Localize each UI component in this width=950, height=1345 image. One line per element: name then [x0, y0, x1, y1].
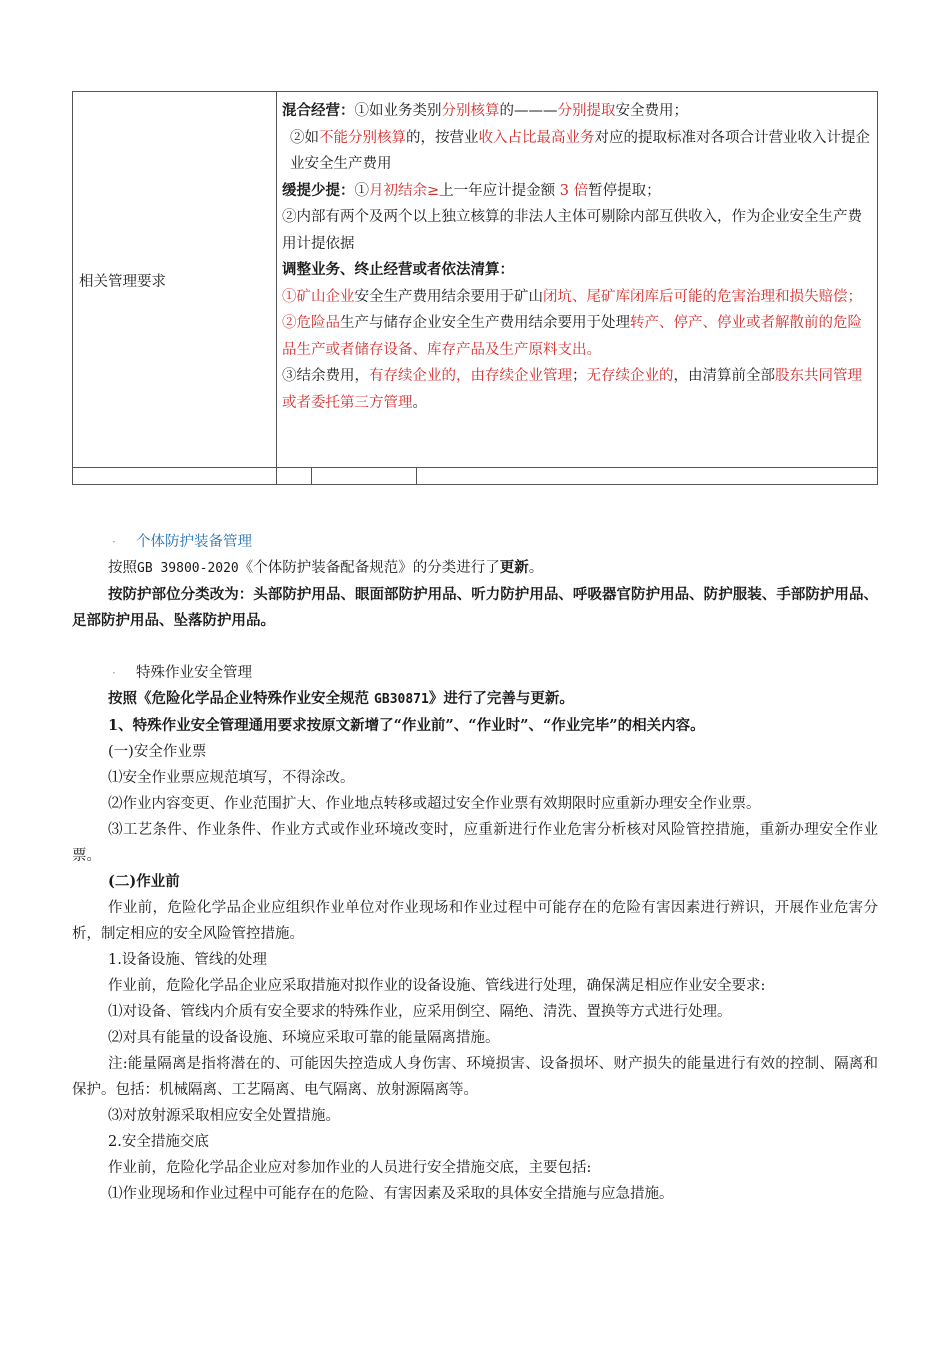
s2-title: (二)作业前: [108, 873, 180, 890]
text: 按照: [108, 560, 137, 576]
text: 《个体防护装备配备规范》的分类进行了: [238, 560, 500, 576]
special-section: [72, 660, 878, 1207]
text: ①如业务类别: [354, 103, 442, 119]
s2-2-title: 2.安全措施交底: [108, 1134, 209, 1150]
table-divider: [416, 467, 417, 484]
text: ②如: [290, 129, 319, 146]
text: 安全费用；: [615, 103, 688, 119]
text: ；: [572, 368, 587, 384]
highlight: 股东共同管理或者委托第三方管理: [282, 368, 862, 411]
text: 暂停提取；: [588, 182, 661, 199]
bullet-icon: ·: [112, 666, 116, 680]
requirements-table: [72, 91, 878, 485]
mixed-line-1: [282, 98, 874, 125]
text: ，由清算前全部: [673, 368, 775, 384]
highlight: 有存续企业的，由存续企业管理: [369, 368, 572, 384]
highlight: 收入占比最高业务: [478, 129, 595, 146]
text: 安全生产费用结余要用于矿山: [354, 288, 543, 305]
slow-title: 缓提少提：: [282, 181, 355, 199]
text: 生产与储存企业安全生产费用结余要用于处理: [340, 315, 630, 331]
s2-2-item-1: ⑴作业现场和作业过程中可能存在的危险、有害因素及采取的具体安全措施与应急措施。: [108, 1186, 674, 1202]
text: 上一年应计提金额: [439, 182, 556, 199]
text: 更新: [499, 559, 529, 576]
slow-line-2: ②内部有两个及两个以上独立核算的非法人主体可剔除内部互供收入，作为企业安全生产费用计提依据: [282, 209, 862, 252]
text: 按照《危险化学品企业特殊作业安全规范: [108, 690, 375, 707]
s2-1-note: 注:能量隔离是指将潜在的、可能因失控造成人身伤害、环境损害、设备损坏、财产损失的能量进行有效的控制、隔离和保护。包括：机械隔离、工艺隔离、电气隔离、放射源隔离等。: [72, 1056, 878, 1098]
adjust-line-3: [282, 363, 874, 416]
highlight: 转产、停产、停业或者解散前的危险品生产或者储存设备、库存产品及生产原料支出。: [282, 315, 862, 358]
ppe-p1: [72, 555, 878, 582]
adjust-title: 调整业务、终止经营或者依法清算：: [282, 261, 514, 278]
bullet-icon: ·: [112, 535, 116, 549]
highlight: 无存续企业的: [586, 368, 674, 384]
mixed-line-2: [282, 125, 874, 178]
special-p2: 1、特殊作业安全管理通用要求按原文新增了“作业前”、“作业时”、“作业完毕”的相关内容。: [108, 717, 705, 734]
special-heading-line: [72, 660, 878, 686]
special-p1: [72, 686, 878, 713]
s1-item-3: ⑶工艺条件、作业条件、作业方式或作业环境改变时，应重新进行作业危害分析核对风险管控措施，重新办理安全作业票。: [72, 822, 878, 864]
text: 的———: [499, 103, 558, 119]
s2-1-item-3: ⑶对放射源采取相应安全处置措施。: [108, 1108, 340, 1124]
mixed-title: 混合经营：: [282, 102, 355, 119]
text: 》进行了完善与更新。: [428, 690, 574, 707]
text: 。: [528, 560, 544, 576]
text: ②: [282, 315, 297, 331]
ppe-heading-line: [72, 529, 878, 555]
s1-item-2: ⑵作业内容变更、作业范围扩大、作业地点转移或超过安全作业票有效期限时应重新办理安全作业票。: [108, 796, 761, 812]
slow-line-1: [282, 178, 874, 205]
highlight: 分别核算: [441, 103, 500, 119]
s2-1-item-2: ⑵对具有能量的设备设施、环境应采取可靠的能量隔离措施。: [108, 1030, 500, 1046]
text: ①: [354, 182, 369, 199]
adjust-line-2: [282, 310, 874, 363]
highlight: 闭坑、尾矿库闭库后可能的危害治理和损失赔偿；: [543, 288, 862, 305]
standard-code: GB30871: [374, 692, 429, 707]
s1-title: (一)安全作业票: [108, 744, 207, 760]
table-row-label: 相关管理要求: [79, 274, 166, 290]
table-divider: [276, 92, 277, 484]
highlight: 3 倍: [555, 182, 589, 199]
text: 。: [412, 394, 427, 411]
highlight: 危险品: [296, 315, 340, 331]
text: ③结余费用，: [282, 368, 369, 384]
ppe-p2: 按防护部位分类改为：头部防护用品、眼面部防护用品、听力防护用品、呼吸器官防护用品、防护服装、手部防护用品、足部防护用品、坠落防护用品。: [72, 586, 878, 629]
highlight: 矿山企业: [296, 288, 355, 305]
s2-1-paragraph: 作业前，危险化学品企业应采取措施对拟作业的设备设施、管线进行处理，确保满足相应作业安全要求:: [108, 978, 766, 994]
s2-2-paragraph: 作业前，危险化学品企业应对参加作业的人员进行安全措施交底，主要包括:: [108, 1160, 592, 1176]
standard-code: GB 39800-2020: [137, 561, 239, 576]
text: 对应的提取标准对各项合计营业收入计提企业安全生产费用: [290, 129, 870, 172]
table-divider: [73, 467, 877, 468]
s2-1-item-1: ⑴对设备、管线内介质有安全要求的特殊作业，应采用倒空、隔绝、清洗、置换等方式进行处理。: [108, 1004, 732, 1020]
highlight: 分别提取: [557, 103, 616, 119]
table-divider: [311, 467, 312, 484]
special-heading: 特殊作业安全管理: [136, 665, 252, 681]
ppe-section: [72, 529, 878, 634]
s2-paragraph: 作业前，危险化学品企业应组织作业单位对作业现场和作业过程中可能存在的危险有害因素进行辨识，开展作业危害分析，制定相应的安全风险管控措施。: [72, 900, 878, 942]
text: ①: [282, 288, 297, 305]
highlight: 不能分别核算: [319, 129, 406, 146]
table-content: [282, 98, 874, 416]
s2-1-title: 1.设备设施、管线的处理: [108, 952, 267, 968]
text: 的，按营业: [406, 129, 479, 146]
adjust-line-1: [282, 284, 874, 311]
highlight: 月初结余≥: [369, 182, 440, 199]
s1-item-1: ⑴安全作业票应规范填写，不得涂改。: [108, 770, 355, 786]
ppe-heading: 个体防护装备管理: [136, 534, 252, 550]
